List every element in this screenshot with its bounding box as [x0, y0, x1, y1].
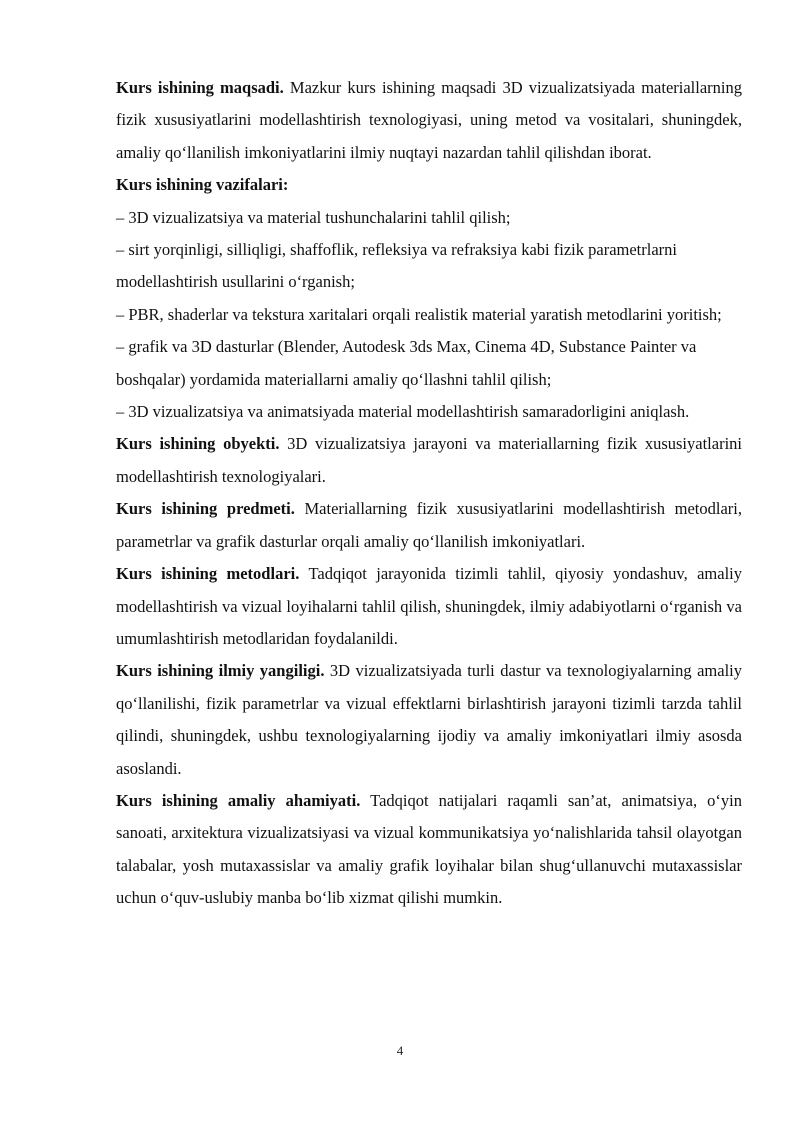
object-paragraph — [116, 428, 742, 493]
significance-text: Tadqiqot natijalari raqamli san’at, animatsiya, o‘yin sanoati, arxitektura vizualizatsiyasi va vizual kommunikatsiya yo‘nalishlarida tahsil olayotgan talabalar, yosh mutaxassislar va amaliy grafik loyihalar bilan shug‘ullanuvchi mutaxassislar uchun o‘quv-uslubiy manba bo‘lib xizmat qilishi mumkin. — [116, 790, 742, 908]
task-item-1: – 3D vizualizatsiya va material tushunchalarini tahlil qilish; — [116, 207, 511, 227]
task-item-2: – sirt yorqinligi, silliqligi, shaffoflik, refleksiya va refraksiya kabi fizik parametrlarni modellashtirish usullarini o‘rganish; — [116, 240, 677, 292]
significance-heading: Kurs ishining amaliy ahamiyati. — [116, 790, 361, 810]
methods-heading: Kurs ishining metodlari. — [116, 564, 300, 584]
goal-heading: Kurs ishining maqsadi. — [116, 78, 284, 97]
novelty-paragraph — [116, 655, 742, 785]
subject-text: Materiallarning fizik xususiyatlarini modellashtirish metodlari, parametrlar va grafik dasturlar orqali amaliy qo‘llanilish imkoniyatlari. — [116, 499, 742, 551]
methods-text: Tadqiqot jarayonida tizimli tahlil, qiyosiy yondashuv, amaliy modellashtirish va vizual loyihalarni tahlil qilish, shuningdek, ilmiy adabiyotlarni o‘rganish va umumlashtirish metodlaridan foydalanildi. — [116, 564, 742, 648]
object-heading: Kurs ishining obyekti. — [116, 434, 280, 454]
subject-heading: Kurs ishining predmeti. — [116, 499, 295, 519]
methods-paragraph — [116, 558, 742, 655]
task-item-4: – grafik va 3D dasturlar (Blender, Autodesk 3ds Max, Cinema 4D, Substance Painter va boshqalar) yordamida materiallarni amaliy qo‘llashni tahlil qilish; — [116, 337, 697, 389]
task-item-3: – PBR, shaderlar va tekstura xaritalari orqali realistik material yaratish metodlarini yoritish; — [116, 304, 722, 324]
novelty-heading: Kurs ishining ilmiy yangiligi. — [116, 661, 325, 681]
goal-paragraph — [116, 72, 742, 169]
tasks-heading: Kurs ishining vazifalari: — [116, 175, 289, 195]
novelty-text: 3D vizualizatsiyada turli dastur va texnologiyalarning amaliy qo‘llanilishi, fizik parametrlar va vizual effektlarni birlashtirish jarayoni tizimli tarzda tahlil qilindi, shuningdek, ushbu texnologiyalarning ijodiy va amaliy imkoniyatlari ilmiy asosda asoslandi. — [116, 661, 742, 778]
goal-text: Mazkur kurs ishining maqsadi 3D vizualizatsiyada materiallarning fizik xususiyatlarini modellashtirish texnologiyasi, uning metod va vositalari, shuningdek, amaliy qo‘llanilish imkoniyatlarini ilmiy nuqtayi nazardan tahlil qilishdan iborat. — [116, 78, 742, 162]
significance-paragraph — [116, 785, 742, 915]
task-item-5: – 3D vizualizatsiya va animatsiyada material modellashtirish samaradorligini aniqlash. — [116, 402, 690, 422]
page-content — [116, 72, 742, 915]
object-text: 3D vizualizatsiya jarayoni va materiallarning fizik xususiyatlarini modellashtirish texnologiyalari. — [116, 434, 742, 486]
subject-paragraph — [116, 493, 742, 558]
page-number: 4 — [396, 1043, 404, 1058]
